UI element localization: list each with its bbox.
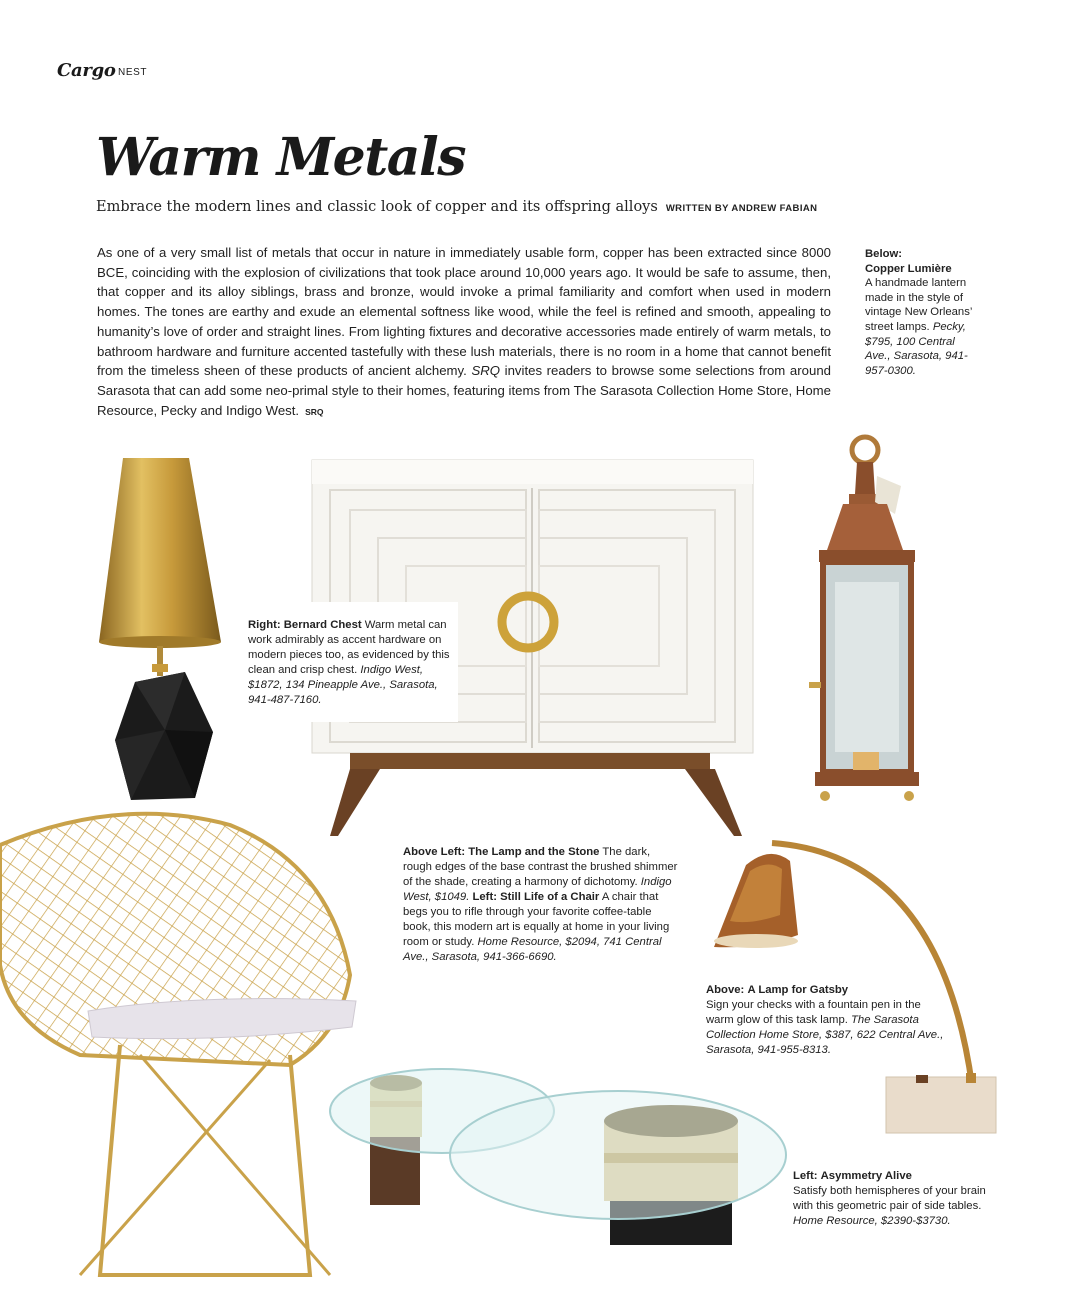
article-title: Warm Metals	[96, 127, 465, 188]
caption-label: Above Left:	[403, 846, 466, 858]
caption-label: Above:	[706, 984, 745, 996]
caption-details: Pecky, $795, 100 Central Ave., Sarasota, 941-957-0300.	[865, 320, 968, 377]
caption-name: A Lamp for Gatsby	[747, 984, 849, 996]
article-subtitle	[96, 199, 817, 215]
caption-label: Right:	[248, 619, 281, 631]
caption-details: Home Resource, $2390-$3730.	[793, 1215, 951, 1227]
caption-name-chair: Still Life of a Chair	[500, 891, 600, 903]
caption-chest	[240, 602, 458, 722]
caption-label-chair: Left:	[472, 891, 497, 903]
byline: WRITTEN BY ANDREW FABIAN	[665, 203, 818, 214]
side-tables-image	[330, 1065, 785, 1250]
table-lamp-image	[95, 450, 225, 805]
caption-name: Copper Lumière	[865, 262, 952, 275]
section-label: NEST	[118, 67, 148, 78]
caption-gatsby	[706, 983, 946, 1058]
caption-text: Satisfy both hemispheres of your brain with this geometric pair of side tables.	[793, 1185, 986, 1212]
caption-details: Indigo West, $1872, 134 Pineapple Ave., Sarasota, 941-487-7160.	[248, 664, 438, 706]
subtitle-text: Embrace the modern lines and classic look of copper and its offspring alloys	[96, 199, 658, 215]
caption-label: Left:	[793, 1170, 818, 1182]
caption-text-chair: A chair that begs you to rifle through your favorite coffee-table book, this modern art is equally at home in your living room or study.	[403, 891, 670, 948]
body-main: As one of a very small list of metals that occur in nature in immediately usable form, copper has been extracted since 8000 BCE, coinciding with the explosion of civilizations that took place around 10,000 years ago. It would be safe to assume, then, that copper and its alloy siblings, brass and bronze, would invoke a primal familiarity and comfort when used in modern homes. The tones are earthy and exude an elemental softness like wood, while the feel is refined and smooth, appealing to humanity’s love of order and straight lines. From lighting fixtures and decorative accessories made entirely of warm metals, to bathroom hardware and furniture accented tastefully with these lush materials, there is no room in a home that cannot benefit from the timeless sheen of these products of ancient alchemy.	[97, 245, 831, 379]
caption-text: A handmade lantern made in the style of vintage New Orleans’ street lamps.	[865, 277, 972, 333]
caption-tables	[793, 1169, 1003, 1229]
caption-text: Sign your checks with a fountain pen in the warm glow of this task lamp.	[706, 999, 921, 1026]
caption-details: Indigo West, $1049.	[403, 876, 672, 903]
article-body	[97, 243, 831, 422]
caption-lantern	[865, 247, 977, 378]
caption-label: Below:	[865, 248, 903, 260]
body-italic: SRQ	[471, 363, 501, 379]
caption-text: The dark, rough edges of the base contrast the brushed shimmer of the shade, creating a harmony of dichotomy.	[403, 846, 678, 888]
caption-lamp-and-chair	[403, 845, 681, 965]
wire-chair-image	[0, 805, 385, 1295]
lantern-image	[805, 432, 935, 804]
caption-details: The Sarasota Collection Home Store, $387, 622 Central Ave., Sarasota, 941-955-8313.	[706, 1014, 944, 1056]
body-end: invites readers to browse some selections from around Sarasota that can add some neo-primal style to their homes, featuring items from The Sarasota Collection Home Store, Home Resource, Pecky and Indigo West.	[97, 363, 831, 418]
caption-name: The Lamp and the Stone	[468, 846, 600, 858]
caption-name: Asymmetry Alive	[820, 1170, 912, 1182]
magazine-brand: Cargo	[57, 60, 116, 81]
end-tag: SRQ	[305, 406, 324, 417]
caption-name: Bernard Chest	[283, 619, 362, 631]
caption-text: Warm metal can work admirably as accent hardware on modern pieces too, as evidenced by this clean and crisp chest.	[248, 619, 450, 676]
caption-details-chair: Home Resource, $2094, 741 Central Ave., Sarasota, 941-366-6690.	[403, 936, 662, 963]
